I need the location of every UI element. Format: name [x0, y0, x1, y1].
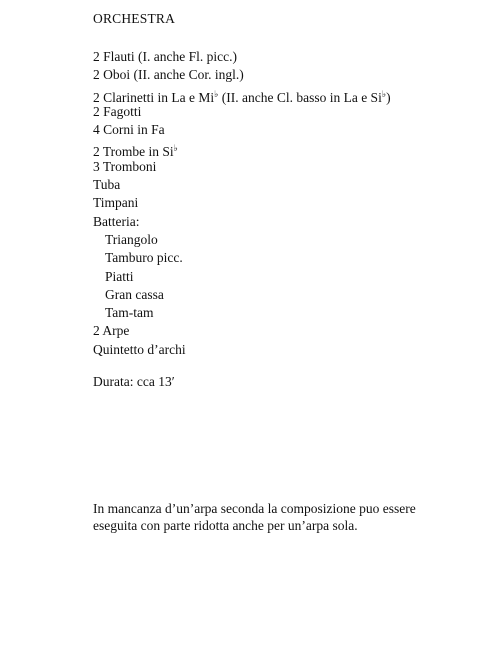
page-title: ORCHESTRA: [93, 11, 176, 26]
instrument-item: 2 Arpe: [93, 323, 130, 339]
instrument-list: [93, 48, 391, 359]
instrument-item: Timpani: [93, 195, 139, 211]
instrument-item: 3 Tromboni: [93, 158, 157, 174]
performance-note: In mancanza d’un’arpa seconda la composizione puo essere eseguita con parte ridotta anche per un’arpa sola.: [93, 501, 416, 533]
instrument-item: 2 Trombe in Si♭: [93, 143, 178, 160]
instrument-item: 2 Oboi (II. anche Cor. ingl.): [93, 67, 244, 83]
instrument-item: Batteria:: [93, 213, 140, 229]
percussion-instrument-item: Piatti: [105, 268, 134, 284]
instrument-item: 2 Fagotti: [93, 103, 142, 119]
instrument-item: 2 Flauti (I. anche Fl. picc.): [93, 49, 237, 64]
instrument-item: Quintetto d’archi: [93, 341, 186, 357]
percussion-instrument-item: Triangolo: [105, 231, 158, 247]
percussion-instrument-item: Gran cassa: [105, 286, 164, 302]
percussion-instrument-item: Tamburo picc.: [105, 250, 183, 266]
instrument-item: 4 Corni in Fa: [93, 122, 165, 138]
instrument-item: Tuba: [93, 177, 121, 193]
percussion-instrument-item: Tam-tam: [105, 305, 154, 321]
instrument-item: 2 Clarinetti in La e Mi♭ (II. anche Cl. basso in La e Si♭): [93, 88, 391, 105]
duration-text: Durata: cca 13′: [93, 374, 175, 389]
